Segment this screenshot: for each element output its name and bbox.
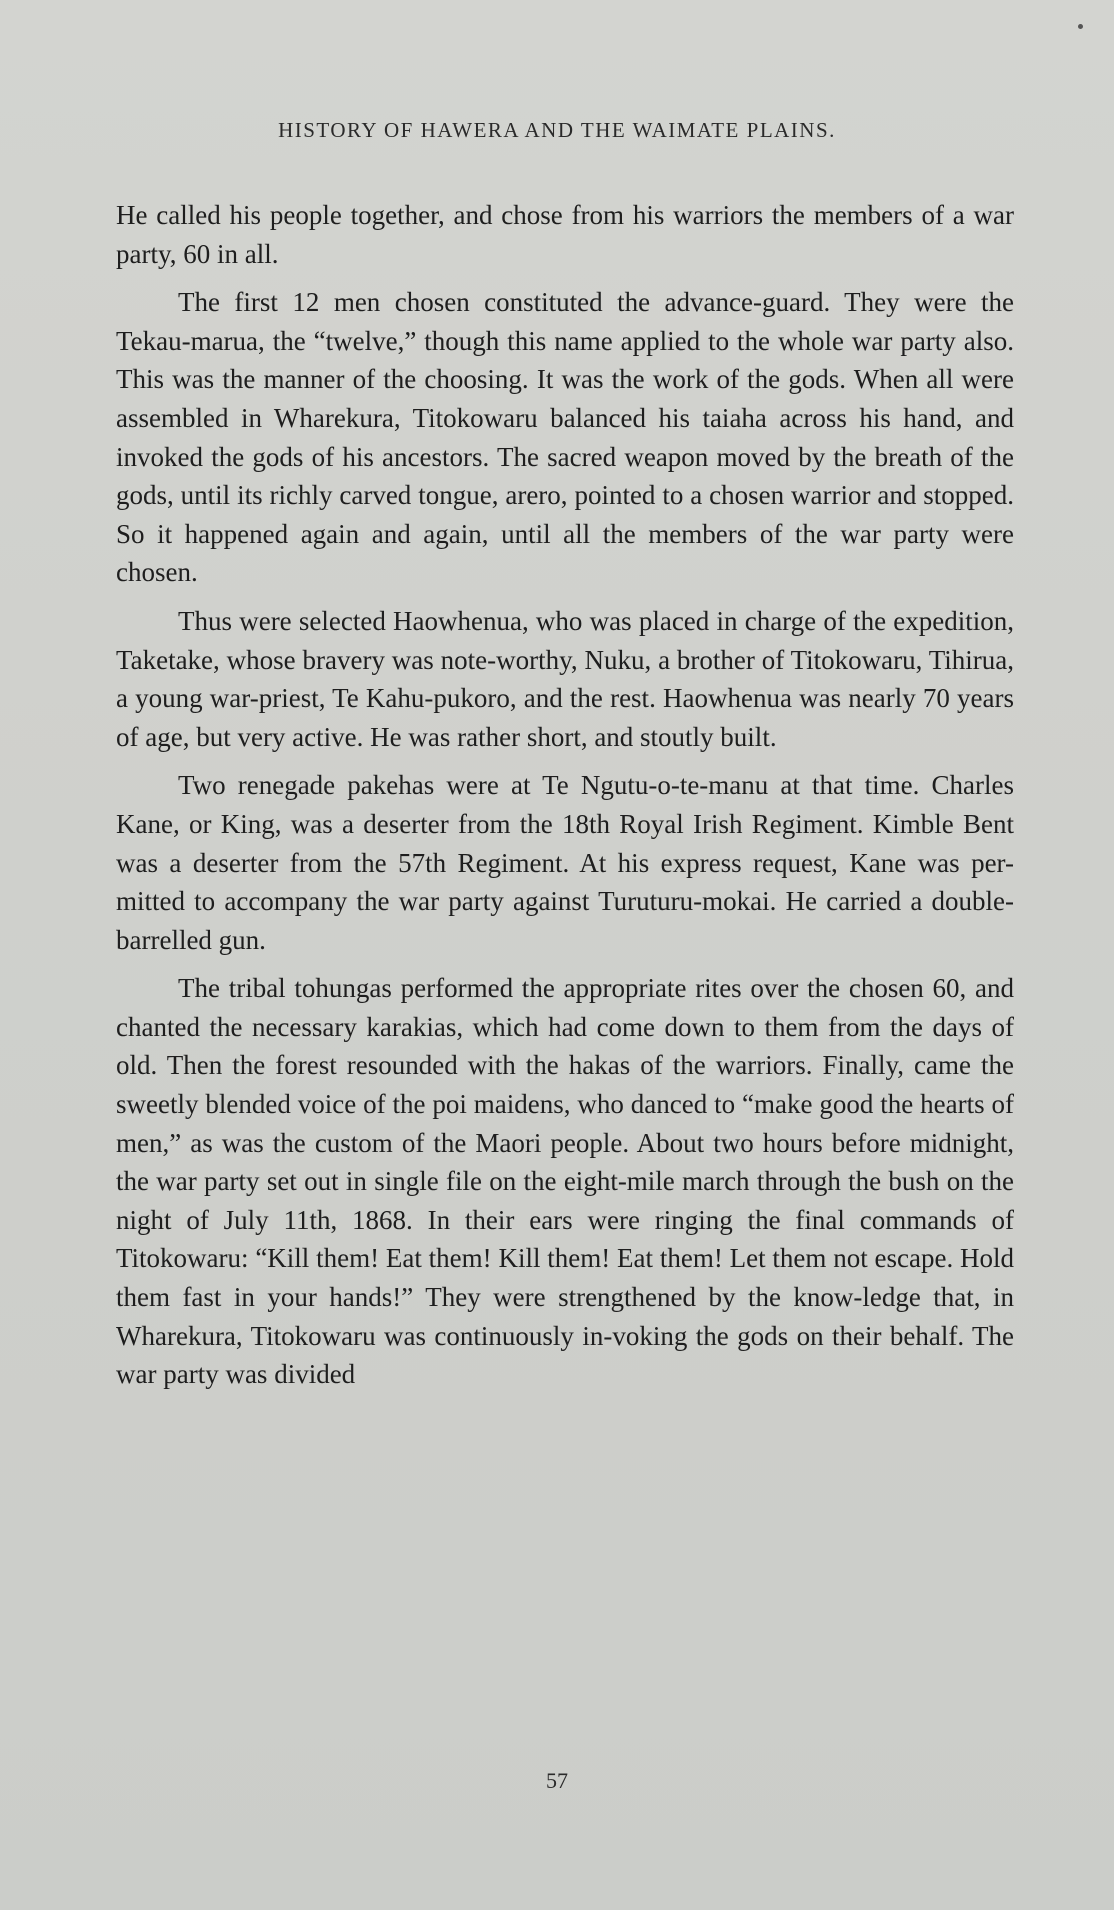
- paragraph-4: Two renegade pakehas were at Te Ngutu-o-te-manu at that time. Charles Kane, or King, was a deserter from the 18th Royal Irish Regiment. Kimble Bent was a deserter from the 57th Regiment. At his express request, Kane was per-mitted to accompany the war party against Turuturu-mokai. He carried a double-barrelled gun.: [116, 770, 1014, 955]
- paragraph-3: Thus were selected Haowhenua, who was placed in charge of the expedition, Taketake, whose bravery was note-worthy, Nuku, a brother of Titokowaru, Tihirua, a young war-priest, Te Kahu-pukoro, and the rest. Haowhenua was nearly 70 years of age, but very active. He was rather short, and stoutly built.: [116, 605, 1014, 752]
- page-number: 57: [546, 1768, 568, 1793]
- paragraph-5: The tribal tohungas performed the appropriate rites over the chosen 60, and chanted the necessary karakias, which had come down to them from the days of old. Then the forest resounded with the hakas of the warriors. Finally, came the sweetly blended voice of the poi maidens, who danced to “make good the hearts of men,” as was the custom of the Maori people. About two hours before midnight, the war party set out in single file on the eight-mile march through the bush on the night of July 11th, 1868. In their ears were ringing the final commands of Titokowaru: “Kill them! Eat them! Kill them! Eat them! Let them not escape. Hold them fast in your hands!” They were strengthened by the know-ledge that, in Wharekura, Titokowaru was continuously in-voking the gods on their behalf. The war party was divided: [116, 973, 1014, 1390]
- paragraph-2: The first 12 men chosen constituted the advance-guard. They were the Tekau-marua, the “twelve,” though this name applied to the whole war party also. This was the manner of the choosing. It was the work of the gods. When all were assembled in Wharekura, Titokowaru balanced his taiaha across his hand, and invoked the gods of his ancestors. The sacred weapon moved by the breath of the gods, until its richly carved tongue, arero, pointed to a chosen warrior and stopped. So it happened again and again, until all the members of the war party were chosen.: [116, 287, 1014, 588]
- paragraph-1: He called his people together, and chose from his warriors the members of a war party, 60 in all.: [116, 200, 1014, 269]
- running-head: HISTORY OF HAWERA AND THE WAIMATE PLAINS.: [278, 118, 836, 142]
- paper-speck: [1078, 24, 1083, 29]
- body-text: [116, 196, 1014, 1404]
